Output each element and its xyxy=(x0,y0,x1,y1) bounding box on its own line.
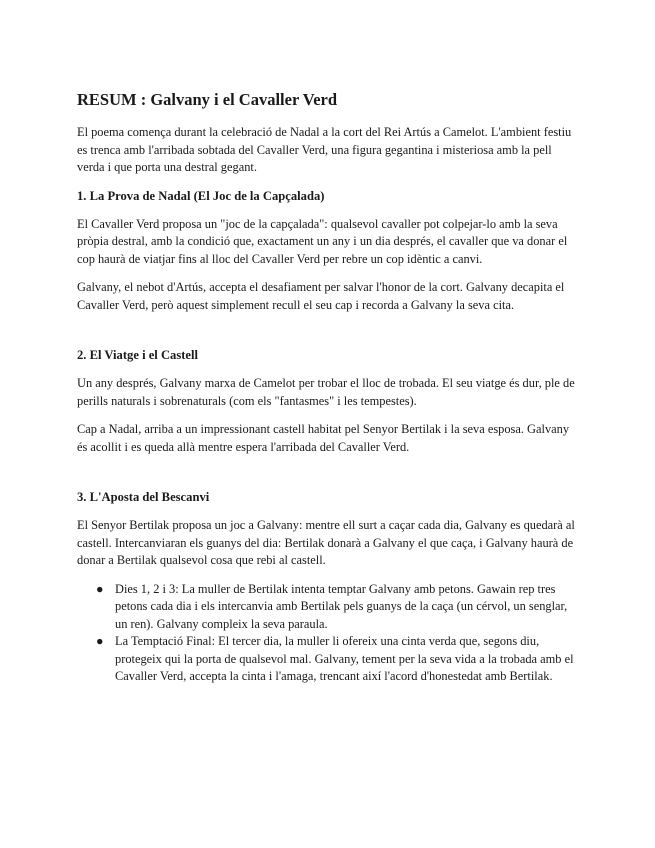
bullet-icon: ● xyxy=(96,581,104,596)
list-item xyxy=(96,633,577,686)
bullet-list xyxy=(77,581,577,686)
list-item-text: Dies 1, 2 i 3: La muller de Bertilak intenta temptar Galvany amb petons. Gawain rep tres petons cada dia i els intercanvia amb Bertilak pels guanys de la caça (un cérvol, un senglar, un ren). Galvany compleix la seva paraula. xyxy=(115,581,568,631)
section-3-paragraph-1: El Senyor Bertilak proposa un joc a Galvany: mentre ell surt a caçar cada dia, Galvany es quedarà al castell. Intercanviaran els guanys del dia: Bertilak donarà a Galvany el que caça, i Galvany haurà de donar a Bertilak qualsevol cosa que rebi al castell. xyxy=(77,518,575,567)
section-2-paragraph-1: Un any després, Galvany marxa de Camelot per trobar el lloc de trobada. El seu viatge és dur, ple de perills naturals i sobrenaturals (com els "fantasmes" i les tempestes). xyxy=(77,376,575,408)
list-item-text: La Temptació Final: El tercer dia, la muller li ofereix una cinta verda que, segons diu, protegeix qui la porta de qualsevol mal. Galvany, tement per la seva vida a la trobada amb el Cavaller Verd, accepta la cinta i l'amaga, trencant així l'acord d'honestedat amb Bertilak. xyxy=(115,634,574,683)
document-body xyxy=(77,90,577,686)
section-heading-1: 1. La Prova de Nadal (El Joc de la Capçalada) xyxy=(77,188,325,203)
spacer xyxy=(77,325,577,347)
page-title: RESUM : Galvany i el Cavaller Verd xyxy=(77,90,338,109)
section-2-paragraph-2: Cap a Nadal, arriba a un impressionant castell habitat pel Senyor Bertilak i la seva esposa. Galvany és acollit i es queda allà mentre espera l'arribada del Cavaller Verd. xyxy=(77,422,570,454)
intro-paragraph: El poema comença durant la celebració de Nadal a la cort del Rei Artús a Camelot. L'ambient festiu es trenca amb l'arribada sobtada del Cavaller Verd, una figura gegantina i misteriosa amb la pell verda i que porta una destral gegant. xyxy=(77,125,572,174)
list-item xyxy=(96,581,577,634)
section-heading-2: 2. El Viatge i el Castell xyxy=(77,348,199,362)
section-1-paragraph-2: Galvany, el nebot d'Artús, accepta el desafiament per salvar l'honor de la cort. Galvany decapita el Cavaller Verd, però aquest simplement recull el seu cap i recorda a Galvany la seva cita. xyxy=(77,280,565,312)
section-heading-3: 3. L'Aposta del Bescanvi xyxy=(77,490,210,504)
section-1-paragraph-1: El Cavaller Verd proposa un "joc de la capçalada": qualsevol cavaller pot colpejar-lo amb la seva pròpia destral, amb la condició que, exactament un any i un dia després, el cavaller que va donar el cop haurà de viatjar fins al lloc del Cavaller Verd per rebre un cop idèntic a canvi. xyxy=(77,216,568,266)
bullet-icon: ● xyxy=(96,634,104,648)
spacer xyxy=(77,467,577,489)
